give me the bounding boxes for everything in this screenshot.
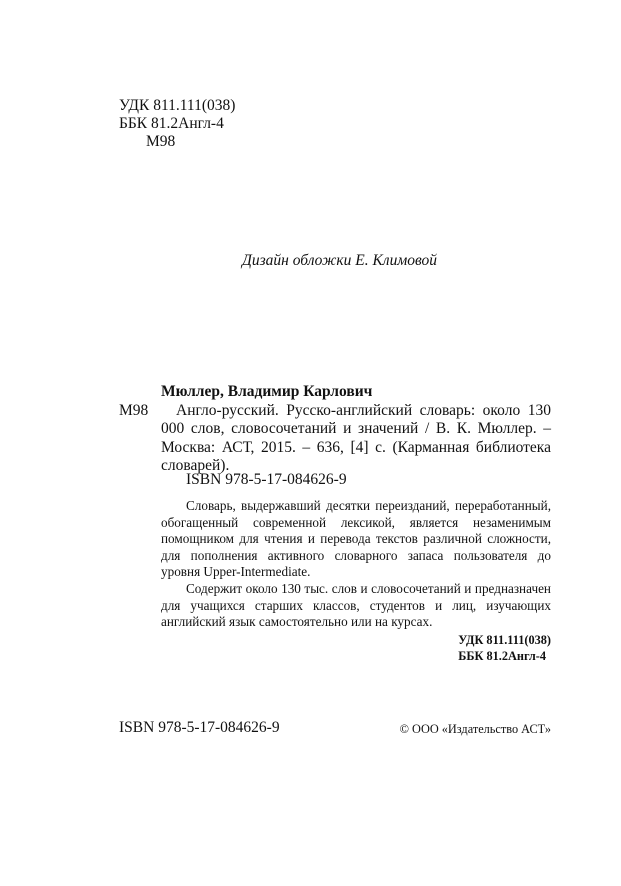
author-heading: Мюллер, Владимир Карлович — [161, 383, 373, 400]
catalog-cutter: М98 — [119, 401, 149, 419]
annotation-paragraph: Словарь, выдержавший десятки переизданий, переработанный, обогащенный современной лексикой, является незаменимым помощником для чтения и перевода текстов различной сложности, для пополнения активного словарного запаса пользователя до уровня Upper-Intermediate. — [161, 498, 551, 580]
bbk-code: ББК 81.2Англ-4 — [119, 115, 224, 132]
cover-designer-credit: Дизайн обложки Е. Климовой — [242, 252, 437, 269]
catalog-entry — [119, 383, 551, 476]
bibliographic-description: Англо-русский. Русско-английский словарь: около 130 000 слов, словосочетаний и значений / В. К. Мюллер. – Москва: АСТ, 2015. – 636, [4] с. (Карманная библиотека словарей). — [161, 401, 551, 474]
udk-code: УДК 811.111(038) — [119, 97, 236, 114]
isbn-catalog: ISBN 978-5-17-084626-9 — [186, 471, 347, 488]
annotation-paragraph: Содержит около 130 тыс. слов и словосочетаний и предназначен для учащихся старших классов, студентов и лиц, изучающих английский язык самостоятельно или на курсах. — [161, 580, 551, 630]
cutter-code: М98 — [146, 133, 176, 150]
copyright-notice: © ООО «Издательство АСТ» — [399, 722, 551, 736]
classification-codes-bottom — [458, 633, 551, 664]
udk-code-bottom: УДК 811.111(038) — [458, 633, 551, 647]
bbk-code-bottom: ББК 81.2Англ-4 — [458, 648, 547, 663]
classification-codes-top — [119, 97, 235, 151]
isbn-footer: ISBN 978-5-17-084626-9 — [119, 719, 280, 736]
annotation — [161, 498, 551, 631]
